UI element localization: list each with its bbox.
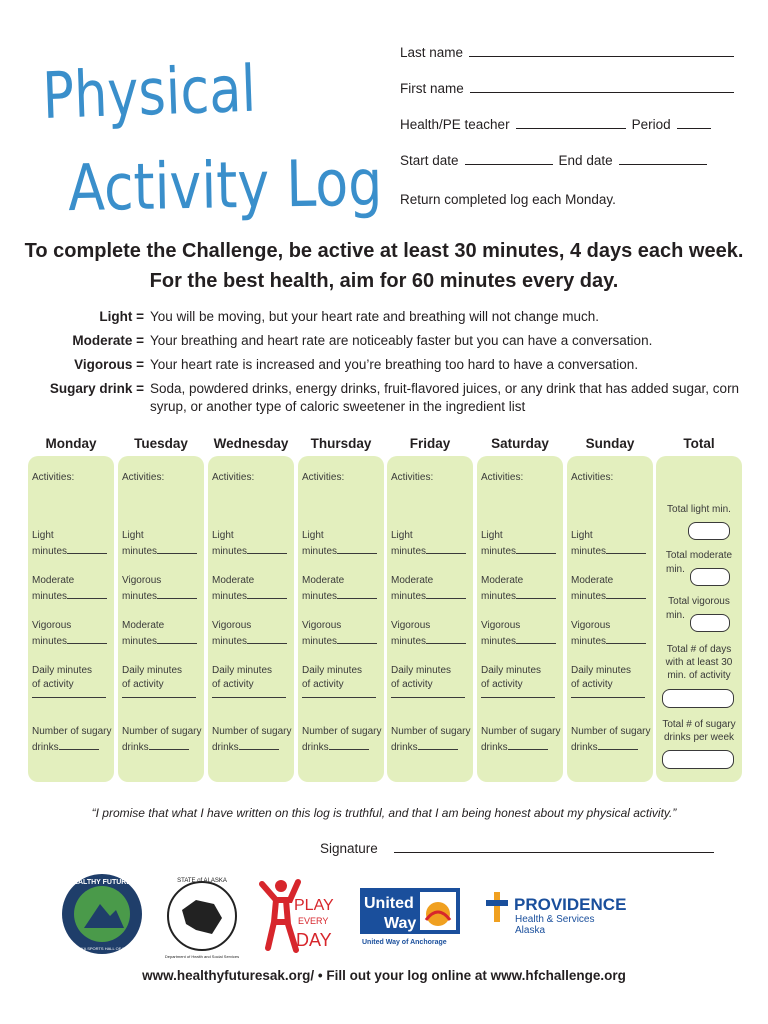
moderate-label-text: Moderate	[32, 575, 75, 586]
total-light-box[interactable]	[688, 522, 730, 540]
vigorous-minutes-label	[122, 634, 197, 649]
period-label: Period	[631, 117, 671, 132]
entry-line[interactable]	[329, 740, 369, 750]
total-drinks-line-1: Total # of sugary	[662, 719, 736, 730]
providence-text: PROVIDENCE	[514, 895, 627, 914]
light-minutes-label-text: minutes	[302, 546, 338, 557]
day-header: Monday	[45, 436, 97, 451]
entry-line[interactable]	[157, 544, 197, 554]
entry-line[interactable]	[606, 634, 646, 644]
total-vigorous-label-2: min.	[666, 610, 685, 621]
sugary-drinks-label	[122, 724, 201, 739]
day-column	[208, 456, 294, 782]
daily-minutes-label-text: Daily minutes	[391, 665, 452, 676]
vigorous-minutes-label	[481, 634, 556, 649]
definition-desc: Your heart rate is increased and you’re breathing too hard to have a conversation.	[150, 357, 639, 372]
total-vigorous-label: Total vigorous	[668, 596, 730, 607]
moderate-label	[32, 573, 74, 588]
light-minutes-label-text: minutes	[391, 546, 427, 557]
vigorous-label-text: Moderate	[122, 620, 165, 631]
moderate-label-text: Moderate	[481, 575, 524, 586]
light-label-text: Light	[302, 530, 324, 541]
vigorous-minutes-label-text: minutes	[122, 636, 158, 647]
light-label	[302, 528, 324, 543]
sugary-drinks-label-text: Number of sugary	[212, 726, 292, 737]
providence-subtext-2: Alaska	[515, 925, 546, 936]
vigorous-minutes-label-text: minutes	[481, 636, 517, 647]
moderate-label	[391, 573, 433, 588]
total-days-line-2: with at least 30	[665, 657, 733, 668]
light-minutes-label-text: minutes	[481, 546, 517, 557]
daily-minutes-label-2	[481, 677, 523, 692]
definition-desc: You will be moving, but your heart rate and breathing will not change much.	[150, 309, 600, 324]
entry-line[interactable]	[67, 589, 107, 599]
definition-term: Vigorous =	[74, 357, 144, 372]
teacher-row	[400, 116, 740, 152]
daily-minutes-line[interactable]	[32, 696, 106, 698]
activities-label	[302, 470, 344, 485]
daily-minutes-entry	[571, 696, 645, 698]
sugary-drinks-label-2	[32, 740, 99, 755]
state-seal-text: STATE of ALASKA	[177, 878, 227, 884]
every-text: EVERY	[298, 916, 329, 926]
light-label-text: Light	[391, 530, 413, 541]
sugary-drinks-label-text: Number of sugary	[481, 726, 561, 737]
entry-line[interactable]	[67, 544, 107, 554]
moderate-label	[212, 573, 254, 588]
daily-minutes-label-2	[122, 677, 164, 692]
vigorous-label-text: Vigorous	[481, 620, 521, 631]
light-minutes-label	[122, 544, 197, 559]
vigorous-minutes-label-text: minutes	[302, 636, 338, 647]
light-minutes-label	[571, 544, 646, 559]
united-way-subtext: United Way of Anchorage	[362, 939, 447, 946]
light-minutes-label-text: minutes	[32, 546, 68, 557]
light-minutes-label	[481, 544, 556, 559]
total-drinks-box[interactable]	[662, 750, 734, 769]
sugary-drinks-label-2-text: drinks	[212, 742, 239, 753]
definition-desc: Soda, powdered drinks, energy drinks, fruit-flavored juices, or any drink that has added sugar, corn syrup, or another type of caloric sweetener in the ingredient list	[150, 381, 740, 414]
vigorous-label	[571, 618, 610, 633]
first-name-row	[400, 80, 740, 116]
entry-line[interactable]	[426, 634, 466, 644]
daily-minutes-label	[391, 663, 451, 678]
daily-minutes-label-2	[212, 677, 254, 692]
sugary-drinks-label	[212, 724, 291, 739]
sugary-drinks-label-2-text: drinks	[32, 742, 59, 753]
activities-label-text: Activities:	[122, 472, 165, 483]
daily-minutes-entry	[302, 696, 376, 698]
vigorous-label	[302, 618, 341, 633]
light-minutes-label	[32, 544, 107, 559]
sugary-drinks-label-2	[391, 740, 458, 755]
sugary-drinks-label	[481, 724, 560, 739]
day-column	[298, 456, 384, 782]
light-label-text: Light	[122, 530, 144, 541]
light-label-text: Light	[212, 530, 234, 541]
moderate-minutes-label	[571, 589, 646, 604]
sugary-drinks-label	[391, 724, 470, 739]
vigorous-minutes-label	[391, 634, 466, 649]
definition-term: Sugary drink =	[49, 381, 144, 396]
moderate-minutes-label	[481, 589, 556, 604]
daily-minutes-line[interactable]	[571, 696, 645, 698]
daily-minutes-label-2	[302, 677, 344, 692]
vigorous-label	[122, 618, 164, 633]
activities-label	[571, 470, 613, 485]
entry-line[interactable]	[157, 589, 197, 599]
total-days-line-1: Total # of days	[666, 644, 732, 655]
weekly-log-grid	[28, 436, 744, 782]
united-text: United	[364, 895, 414, 912]
moderate-label	[481, 573, 523, 588]
entry-line[interactable]	[516, 634, 556, 644]
light-minutes-label-text: minutes	[571, 546, 607, 557]
sugary-drinks-label-text: Number of sugary	[391, 726, 471, 737]
daily-minutes-label-text: Daily minutes	[302, 665, 363, 676]
vigorous-label	[212, 618, 251, 633]
dates-row	[400, 152, 740, 188]
entry-line[interactable]	[606, 589, 646, 599]
daily-minutes-label	[302, 663, 362, 678]
activities-label-text: Activities:	[571, 472, 614, 483]
sugary-drinks-label-2-text: drinks	[122, 742, 149, 753]
light-label	[32, 528, 54, 543]
daily-minutes-label-2-text: of activity	[571, 679, 613, 690]
daily-minutes-label	[481, 663, 541, 678]
moderate-label-text: Moderate	[212, 575, 255, 586]
day-column	[387, 456, 473, 782]
vigorous-minutes-label	[32, 634, 107, 649]
title-graphic	[40, 30, 380, 230]
vigorous-label-text: Vigorous	[571, 620, 611, 631]
entry-line[interactable]	[247, 544, 287, 554]
entry-line[interactable]	[149, 740, 189, 750]
start-date-field[interactable]	[465, 152, 553, 165]
vigorous-label	[391, 618, 430, 633]
vigorous-label-text: Vigorous	[212, 620, 252, 631]
definitions	[20, 308, 740, 422]
teacher-field[interactable]	[516, 116, 626, 129]
daily-minutes-label-2-text: of activity	[32, 679, 74, 690]
daily-minutes-label-text: Daily minutes	[481, 665, 542, 676]
total-drinks-label	[656, 718, 742, 744]
sugary-drinks-label	[571, 724, 650, 739]
daily-minutes-label	[32, 663, 92, 678]
activities-label	[122, 470, 164, 485]
moderate-minutes-label	[122, 589, 197, 604]
daily-minutes-line[interactable]	[481, 696, 555, 698]
play-every-day-logo	[262, 880, 334, 950]
day-column	[28, 456, 114, 782]
light-minutes-label-text: minutes	[212, 546, 248, 557]
sugary-drinks-label-text: Number of sugary	[302, 726, 382, 737]
day-header: Sunday	[585, 436, 635, 451]
title-line1: Physical	[41, 51, 258, 134]
daily-minutes-line[interactable]	[302, 696, 376, 698]
daily-minutes-entry	[32, 696, 106, 698]
end-date-field[interactable]	[619, 152, 707, 165]
moderate-minutes-label-text: minutes	[391, 591, 427, 602]
moderate-minutes-label	[212, 589, 287, 604]
daily-minutes-label-2	[571, 677, 613, 692]
definition-vigorous	[20, 356, 740, 374]
period-field[interactable]	[677, 116, 711, 129]
vigorous-minutes-label-text: minutes	[571, 636, 607, 647]
activities-label	[32, 470, 74, 485]
light-label-text: Light	[481, 530, 503, 541]
last-name-label: Last name	[400, 45, 464, 60]
vigorous-label	[32, 618, 71, 633]
sugary-drinks-label-2	[212, 740, 279, 755]
moderate-label	[571, 573, 613, 588]
definition-desc: Your breathing and heart rate are noticeably faster but you can have a conversation.	[150, 333, 653, 348]
activities-label-text: Activities:	[391, 472, 434, 483]
title-line2: Activity Log	[67, 145, 380, 226]
daily-minutes-label-2	[391, 677, 433, 692]
moderate-minutes-label	[302, 589, 377, 604]
daily-minutes-label-2-text: of activity	[302, 679, 344, 690]
daily-minutes-entry	[481, 696, 555, 698]
daily-minutes-label-text: Daily minutes	[32, 665, 93, 676]
moderate-label	[122, 573, 161, 588]
signature-row	[320, 840, 720, 856]
sugary-drinks-label-2-text: drinks	[481, 742, 508, 753]
header-fields	[400, 44, 740, 207]
total-moderate-label-2: min.	[666, 564, 685, 575]
day-header: Wednesday	[213, 436, 289, 451]
entry-line[interactable]	[337, 544, 377, 554]
healthy-futures-text: HEALTHY FUTURES	[68, 879, 136, 886]
total-drinks-line-2: drinks per week	[663, 732, 735, 743]
total-days-box[interactable]	[662, 689, 734, 708]
moderate-label	[302, 573, 344, 588]
last-name-row	[400, 44, 740, 80]
light-label	[391, 528, 413, 543]
entry-line[interactable]	[247, 589, 287, 599]
vigorous-label-text: Vigorous	[302, 620, 342, 631]
entry-line[interactable]	[239, 740, 279, 750]
moderate-label-text: Vigorous	[122, 575, 162, 586]
teacher-label: Health/PE teacher	[400, 117, 510, 132]
total-moderate-label: Total moderate	[665, 550, 733, 561]
moderate-label-text: Moderate	[391, 575, 434, 586]
total-moderate-box[interactable]	[690, 568, 730, 586]
day-column	[477, 456, 563, 782]
entry-line[interactable]	[426, 544, 466, 554]
sugary-drinks-label-text: Number of sugary	[122, 726, 202, 737]
entry-line[interactable]	[508, 740, 548, 750]
first-name-field[interactable]	[470, 80, 734, 93]
logos-graphic	[0, 870, 768, 960]
daily-minutes-line[interactable]	[122, 696, 196, 698]
light-minutes-label	[302, 544, 377, 559]
united-way-logo	[360, 888, 460, 946]
entry-line[interactable]	[426, 589, 466, 599]
sugary-drinks-label-text: Number of sugary	[32, 726, 112, 737]
total-light-label: Total light min.	[667, 504, 731, 515]
daily-minutes-label-2-text: of activity	[212, 679, 254, 690]
daily-minutes-label-text: Daily minutes	[122, 665, 183, 676]
sugary-drinks-label-2-text: drinks	[302, 742, 329, 753]
daily-minutes-entry	[122, 696, 196, 698]
sugary-drinks-label-2-text: drinks	[571, 742, 598, 753]
light-minutes-label	[212, 544, 287, 559]
light-label	[122, 528, 144, 543]
end-date-label: End date	[558, 153, 613, 168]
play-text: PLAY	[294, 897, 334, 914]
entry-line[interactable]	[516, 544, 556, 554]
light-label	[212, 528, 234, 543]
light-label-text: Light	[571, 530, 593, 541]
page-title	[40, 30, 380, 230]
moderate-label-text: Moderate	[302, 575, 345, 586]
sugary-drinks-label-2	[571, 740, 638, 755]
healthy-futures-logo	[62, 874, 142, 954]
vigorous-minutes-label	[302, 634, 377, 649]
moderate-minutes-label-text: minutes	[302, 591, 338, 602]
entry-line[interactable]	[59, 740, 99, 750]
total-days-line-3: min. of activity	[667, 670, 731, 681]
signature-field[interactable]	[394, 840, 714, 853]
honesty-promise: “I promise that what I have written on this log is truthful, and that I am being honest about my physical activity.”	[91, 806, 677, 820]
entry-line[interactable]	[516, 589, 556, 599]
moderate-minutes-label-text: minutes	[212, 591, 248, 602]
state-of-alaska-seal	[165, 878, 239, 959]
vigorous-minutes-label	[212, 634, 287, 649]
activities-label-text: Activities:	[32, 472, 75, 483]
sugary-drinks-label-text: Number of sugary	[571, 726, 651, 737]
moderate-minutes-label-text: minutes	[571, 591, 607, 602]
vigorous-minutes-label-text: minutes	[32, 636, 68, 647]
total-header: Total	[683, 436, 715, 451]
sugary-drinks-label-2	[481, 740, 548, 755]
sponsor-logos	[0, 870, 768, 960]
definition-sugary-drink	[20, 380, 740, 416]
sugary-drinks-label	[302, 724, 381, 739]
healthy-futures-subtext: ALASKA SPORTS HALL OF FAME	[70, 946, 134, 951]
daily-minutes-line[interactable]	[391, 696, 465, 698]
daily-minutes-entry	[212, 696, 286, 698]
activities-label	[481, 470, 523, 485]
signature-label: Signature	[320, 841, 378, 856]
daily-minutes-label-2-text: of activity	[391, 679, 433, 690]
footer-urls: www.healthyfuturesak.org/ • Fill out your log online at www.hfchallenge.org	[142, 968, 626, 983]
daily-minutes-label	[122, 663, 182, 678]
definition-term: Light =	[99, 309, 144, 324]
daily-minutes-line[interactable]	[212, 696, 286, 698]
daily-minutes-entry	[391, 696, 465, 698]
light-minutes-label	[391, 544, 466, 559]
activities-label-text: Activities:	[481, 472, 524, 483]
daily-minutes-label-text: Daily minutes	[212, 665, 273, 676]
total-vigorous-box[interactable]	[690, 614, 730, 632]
sugary-drinks-label-2	[302, 740, 369, 755]
entry-line[interactable]	[67, 634, 107, 644]
day-header: Tuesday	[134, 436, 188, 451]
daily-minutes-label-text: Daily minutes	[571, 665, 632, 676]
moderate-minutes-label	[391, 589, 466, 604]
entry-line[interactable]	[337, 634, 377, 644]
providence-logo	[486, 892, 626, 936]
moderate-minutes-label-text: minutes	[122, 591, 158, 602]
entry-line[interactable]	[157, 634, 197, 644]
vigorous-label-text: Vigorous	[391, 620, 431, 631]
definition-moderate	[20, 332, 740, 350]
daily-minutes-label	[571, 663, 631, 678]
entry-line[interactable]	[606, 544, 646, 554]
day-column	[567, 456, 653, 782]
entry-line[interactable]	[247, 634, 287, 644]
sugary-drinks-label-2	[122, 740, 189, 755]
challenge-headline: To complete the Challenge, be active at least 30 minutes, 4 days each week. For the best health, aim for 60 minutes every day.	[24, 240, 744, 292]
daily-minutes-label-2-text: of activity	[481, 679, 523, 690]
light-label-text: Light	[32, 530, 54, 541]
moderate-label-text: Moderate	[571, 575, 614, 586]
light-label	[571, 528, 593, 543]
total-days-label	[656, 643, 742, 682]
activities-label	[212, 470, 254, 485]
day-header: Friday	[409, 436, 451, 451]
light-label	[481, 528, 503, 543]
vigorous-minutes-label-text: minutes	[391, 636, 427, 647]
entry-line[interactable]	[598, 740, 638, 750]
daily-minutes-label	[212, 663, 272, 678]
entry-line[interactable]	[337, 589, 377, 599]
day-header: Saturday	[491, 436, 549, 451]
vigorous-minutes-label	[571, 634, 646, 649]
daily-minutes-label-2-text: of activity	[122, 679, 164, 690]
moderate-minutes-label-text: minutes	[32, 591, 68, 602]
daily-minutes-label-2	[32, 677, 74, 692]
activities-label-text: Activities:	[302, 472, 345, 483]
moderate-minutes-label-text: minutes	[481, 591, 517, 602]
state-seal-subtext: Department of Health and Social Services	[164, 954, 240, 959]
light-minutes-label-text: minutes	[122, 546, 158, 557]
entry-line[interactable]	[418, 740, 458, 750]
return-note: Return completed log each Monday.	[400, 192, 616, 207]
providence-subtext-1: Health & Services	[515, 914, 595, 925]
sugary-drinks-label	[32, 724, 111, 739]
vigorous-minutes-label-text: minutes	[212, 636, 248, 647]
activities-label-text: Activities:	[212, 472, 255, 483]
moderate-minutes-label	[32, 589, 107, 604]
total-column	[656, 456, 742, 782]
first-name-label: First name	[400, 81, 464, 96]
vigorous-label	[481, 618, 520, 633]
start-date-label: Start date	[400, 153, 459, 168]
day-column	[118, 456, 204, 782]
definition-term: Moderate =	[72, 333, 144, 348]
day-text: DAY	[296, 930, 332, 950]
sugary-drinks-label-2-text: drinks	[391, 742, 418, 753]
last-name-field[interactable]	[469, 44, 734, 57]
day-header: Thursday	[310, 436, 372, 451]
activities-label	[391, 470, 433, 485]
definition-light	[20, 308, 740, 326]
vigorous-label-text: Vigorous	[32, 620, 72, 631]
way-text: Way	[384, 915, 417, 932]
